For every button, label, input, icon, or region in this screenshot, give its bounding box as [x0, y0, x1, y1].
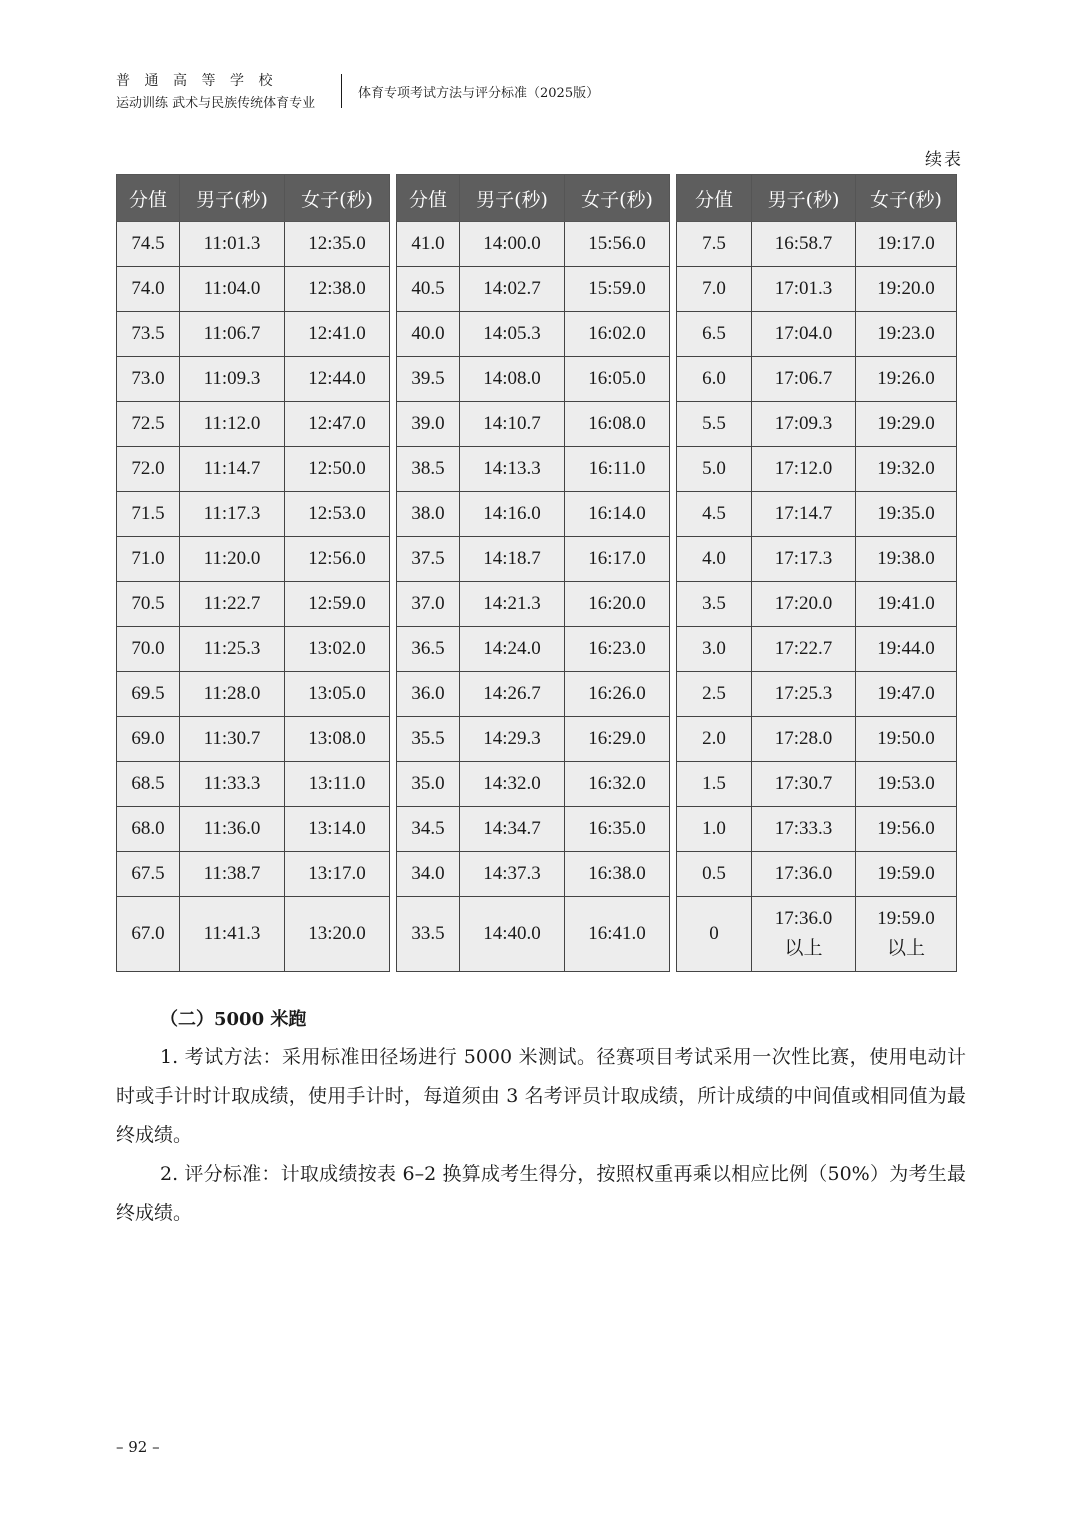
cell-male-time: 17:33.3	[752, 807, 856, 852]
cell-female-time: 15:56.0	[565, 222, 670, 267]
table-row	[117, 312, 390, 357]
cell-male-time: 11:04.0	[180, 267, 285, 312]
cell-score: 39.0	[397, 402, 460, 447]
table-row	[117, 537, 390, 582]
cell-male-time: 11:01.3	[180, 222, 285, 267]
cell-score: 2.0	[677, 717, 752, 762]
table-row	[677, 312, 957, 357]
cell-male-time: 16:58.7	[752, 222, 856, 267]
header-male: 男子(秒)	[180, 175, 285, 222]
cell-female-time: 16:32.0	[565, 762, 670, 807]
cell-male-time: 14:26.7	[460, 672, 565, 717]
table-row	[117, 852, 390, 897]
table-row	[397, 672, 670, 717]
table-row	[677, 537, 957, 582]
table-row	[677, 222, 957, 267]
cell-score: 41.0	[397, 222, 460, 267]
cell-female-time: 19:23.0	[856, 312, 957, 357]
cell-score: 5.0	[677, 447, 752, 492]
cell-score: 34.5	[397, 807, 460, 852]
cell-female-time: 16:41.0	[565, 897, 670, 972]
score-table-block-1	[116, 174, 390, 972]
table-row	[117, 267, 390, 312]
cell-male-time: 14:18.7	[460, 537, 565, 582]
cell-score: 73.5	[117, 312, 180, 357]
cell-male-time: 11:28.0	[180, 672, 285, 717]
table-row	[397, 762, 670, 807]
cell-male-time: 14:40.0	[460, 897, 565, 972]
cell-score: 70.5	[117, 582, 180, 627]
table-row	[397, 627, 670, 672]
table-row	[677, 402, 957, 447]
header-female: 女子(秒)	[285, 175, 390, 222]
table-row	[677, 807, 957, 852]
table-row	[397, 357, 670, 402]
cell-female-time: 16:29.0	[565, 717, 670, 762]
cell-male-time: 17:09.3	[752, 402, 856, 447]
cell-score: 72.0	[117, 447, 180, 492]
cell-male-time: 14:00.0	[460, 222, 565, 267]
table-row	[397, 582, 670, 627]
cell-female-time: 12:53.0	[285, 492, 390, 537]
cell-score: 0	[677, 897, 752, 972]
cell-score: 38.0	[397, 492, 460, 537]
cell-score: 36.0	[397, 672, 460, 717]
cell-score: 1.5	[677, 762, 752, 807]
cell-score: 3.5	[677, 582, 752, 627]
header-male: 男子(秒)	[752, 175, 856, 222]
cell-score: 5.5	[677, 402, 752, 447]
cell-male-time: 17:36.0	[752, 852, 856, 897]
cell-female-time: 12:35.0	[285, 222, 390, 267]
cell-score: 40.0	[397, 312, 460, 357]
cell-female-time: 13:08.0	[285, 717, 390, 762]
cell-female-time: 19:29.0	[856, 402, 957, 447]
cell-female-time: 19:20.0	[856, 267, 957, 312]
cell-score: 7.0	[677, 267, 752, 312]
header-male: 男子(秒)	[460, 175, 565, 222]
cell-male-time: 11:22.7	[180, 582, 285, 627]
cell-female-time: 19:41.0	[856, 582, 957, 627]
cell-female-time: 16:08.0	[565, 402, 670, 447]
cell-male-time: 11:14.7	[180, 447, 285, 492]
cell-score: 67.0	[117, 897, 180, 972]
cell-female-time: 19:38.0	[856, 537, 957, 582]
cell-female-time: 13:11.0	[285, 762, 390, 807]
cell-male-time: 17:25.3	[752, 672, 856, 717]
table-row	[677, 627, 957, 672]
cell-score: 71.5	[117, 492, 180, 537]
cell-score: 67.5	[117, 852, 180, 897]
cell-male-time: 11:36.0	[180, 807, 285, 852]
cell-score: 73.0	[117, 357, 180, 402]
table-row	[117, 357, 390, 402]
cell-female-time: 19:59.0	[856, 852, 957, 897]
cell-male-time: 14:32.0	[460, 762, 565, 807]
cell-male-time: 17:17.3	[752, 537, 856, 582]
cell-female-time: 16:38.0	[565, 852, 670, 897]
cell-female-time: 15:59.0	[565, 267, 670, 312]
table-row	[117, 807, 390, 852]
cell-male-time: 11:20.0	[180, 537, 285, 582]
cell-score: 39.5	[397, 357, 460, 402]
table-row	[677, 762, 957, 807]
table-row	[397, 717, 670, 762]
cell-male-time: 14:05.3	[460, 312, 565, 357]
cell-score: 35.5	[397, 717, 460, 762]
table-row	[677, 492, 957, 537]
table-header-row	[397, 175, 670, 222]
cell-male-time: 11:30.7	[180, 717, 285, 762]
continued-label: 续表	[925, 150, 963, 170]
paragraph-scoring: 2. 评分标准：计取成绩按表 6–2 换算成考生得分，按照权重再乘以相应比例（50%）为考生最终成绩。	[116, 1163, 966, 1224]
table-row	[677, 582, 957, 627]
table-row	[397, 222, 670, 267]
cell-score: 3.0	[677, 627, 752, 672]
cell-score: 2.5	[677, 672, 752, 717]
table-row	[117, 222, 390, 267]
cell-score: 68.5	[117, 762, 180, 807]
cell-score: 40.5	[397, 267, 460, 312]
cell-female-time: 16:11.0	[565, 447, 670, 492]
cell-female-time: 16:35.0	[565, 807, 670, 852]
cell-male-time: 11:33.3	[180, 762, 285, 807]
cell-female-time: 13:17.0	[285, 852, 390, 897]
paragraph-method: 1. 考试方法：采用标准田径场进行 5000 米测试。径赛项目考试采用一次性比赛，使用电动计时或手计时计取成绩，使用手计时，每道须由 3 名考评员计取成绩，所计成绩的中间值或相同值为最终成绩。	[116, 1046, 966, 1146]
cell-score: 35.0	[397, 762, 460, 807]
cell-male-time: 11:41.3	[180, 897, 285, 972]
cell-female-time: 12:47.0	[285, 402, 390, 447]
table-row	[397, 492, 670, 537]
cell-female-time: 12:59.0	[285, 582, 390, 627]
cell-female-time: 12:38.0	[285, 267, 390, 312]
cell-score: 34.0	[397, 852, 460, 897]
cell-female-time: 16:05.0	[565, 357, 670, 402]
cell-female-time: 19:44.0	[856, 627, 957, 672]
header-school: 普通高等学校	[116, 73, 287, 89]
header-score: 分值	[117, 175, 180, 222]
page-number: – 92 –	[116, 1438, 160, 1456]
cell-female-time: 16:20.0	[565, 582, 670, 627]
cell-female-time: 19:47.0	[856, 672, 957, 717]
cell-score: 36.5	[397, 627, 460, 672]
cell-male-time: 11:25.3	[180, 627, 285, 672]
cell-male-time: 14:10.7	[460, 402, 565, 447]
cell-female-time: 16:17.0	[565, 537, 670, 582]
cell-male-time: 17:01.3	[752, 267, 856, 312]
header-score: 分值	[397, 175, 460, 222]
cell-score: 74.0	[117, 267, 180, 312]
table-row	[397, 852, 670, 897]
cell-score: 7.5	[677, 222, 752, 267]
cell-female-time: 19:35.0	[856, 492, 957, 537]
table-row	[397, 807, 670, 852]
table-header-row	[677, 175, 957, 222]
cell-score: 0.5	[677, 852, 752, 897]
cell-male-time: 11:17.3	[180, 492, 285, 537]
cell-female-time: 13:05.0	[285, 672, 390, 717]
cell-male-time: 14:24.0	[460, 627, 565, 672]
cell-female-time: 19:59.0 以上	[856, 897, 957, 972]
table-row	[117, 402, 390, 447]
cell-female-time: 12:50.0	[285, 447, 390, 492]
table-row	[677, 717, 957, 762]
cell-female-time: 19:17.0	[856, 222, 957, 267]
cell-score: 38.5	[397, 447, 460, 492]
header-divider	[341, 74, 342, 108]
cell-male-time: 17:30.7	[752, 762, 856, 807]
table-row	[677, 357, 957, 402]
cell-male-time: 17:22.7	[752, 627, 856, 672]
cell-male-time: 17:20.0	[752, 582, 856, 627]
cell-male-time: 14:34.7	[460, 807, 565, 852]
cell-score: 68.0	[117, 807, 180, 852]
cell-male-time: 11:38.7	[180, 852, 285, 897]
cell-score: 6.5	[677, 312, 752, 357]
table-row	[397, 447, 670, 492]
table-row	[117, 582, 390, 627]
cell-male-time: 17:28.0	[752, 717, 856, 762]
running-header-left	[116, 72, 336, 114]
cell-female-time: 12:56.0	[285, 537, 390, 582]
cell-female-time: 13:02.0	[285, 627, 390, 672]
cell-female-time: 16:23.0	[565, 627, 670, 672]
table-row	[117, 672, 390, 717]
cell-male-time: 14:02.7	[460, 267, 565, 312]
table-row	[117, 717, 390, 762]
table-row	[677, 852, 957, 897]
score-table-group	[116, 174, 957, 972]
cell-score: 1.0	[677, 807, 752, 852]
score-table-block-3	[676, 174, 957, 972]
table-row	[397, 312, 670, 357]
cell-female-time: 13:20.0	[285, 897, 390, 972]
cell-score: 37.0	[397, 582, 460, 627]
cell-female-time: 16:14.0	[565, 492, 670, 537]
cell-female-time: 19:50.0	[856, 717, 957, 762]
cell-male-time: 14:21.3	[460, 582, 565, 627]
cell-female-time: 19:56.0	[856, 807, 957, 852]
table-row	[117, 762, 390, 807]
cell-male-time: 17:12.0	[752, 447, 856, 492]
score-table-block-2	[396, 174, 670, 972]
table-row	[117, 492, 390, 537]
header-score: 分值	[677, 175, 752, 222]
cell-score: 72.5	[117, 402, 180, 447]
header-title: 体育专项考试方法与评分标准（2025版）	[358, 86, 600, 101]
cell-male-time: 17:04.0	[752, 312, 856, 357]
table-row	[117, 447, 390, 492]
cell-male-time: 11:12.0	[180, 402, 285, 447]
cell-score: 74.5	[117, 222, 180, 267]
table-row	[677, 447, 957, 492]
cell-male-time: 17:06.7	[752, 357, 856, 402]
cell-male-time: 14:16.0	[460, 492, 565, 537]
cell-score: 69.0	[117, 717, 180, 762]
cell-male-time: 14:08.0	[460, 357, 565, 402]
cell-score: 71.0	[117, 537, 180, 582]
cell-female-time: 16:26.0	[565, 672, 670, 717]
header-major: 运动训练 武术与民族传统体育专业	[116, 96, 316, 111]
table-row	[677, 267, 957, 312]
table-row	[117, 897, 390, 972]
cell-score: 33.5	[397, 897, 460, 972]
cell-male-time: 17:36.0 以上	[752, 897, 856, 972]
cell-score: 4.0	[677, 537, 752, 582]
table-row	[117, 627, 390, 672]
cell-score: 37.5	[397, 537, 460, 582]
cell-male-time: 11:06.7	[180, 312, 285, 357]
cell-score: 70.0	[117, 627, 180, 672]
header-female: 女子(秒)	[856, 175, 957, 222]
table-row	[397, 402, 670, 447]
table-row	[677, 897, 957, 972]
table-row	[677, 672, 957, 717]
section-title: （二）5000 米跑	[160, 1009, 307, 1030]
cell-female-time: 13:14.0	[285, 807, 390, 852]
cell-male-time: 14:13.3	[460, 447, 565, 492]
table-row	[397, 267, 670, 312]
header-female: 女子(秒)	[565, 175, 670, 222]
cell-female-time: 19:26.0	[856, 357, 957, 402]
cell-female-time: 19:32.0	[856, 447, 957, 492]
cell-female-time: 12:41.0	[285, 312, 390, 357]
table-row	[397, 897, 670, 972]
cell-female-time: 19:53.0	[856, 762, 957, 807]
cell-score: 4.5	[677, 492, 752, 537]
cell-female-time: 12:44.0	[285, 357, 390, 402]
table-header-row	[117, 175, 390, 222]
cell-male-time: 14:37.3	[460, 852, 565, 897]
cell-male-time: 11:09.3	[180, 357, 285, 402]
table-row	[397, 537, 670, 582]
cell-female-time: 16:02.0	[565, 312, 670, 357]
cell-male-time: 14:29.3	[460, 717, 565, 762]
cell-male-time: 17:14.7	[752, 492, 856, 537]
cell-score: 6.0	[677, 357, 752, 402]
cell-score: 69.5	[117, 672, 180, 717]
